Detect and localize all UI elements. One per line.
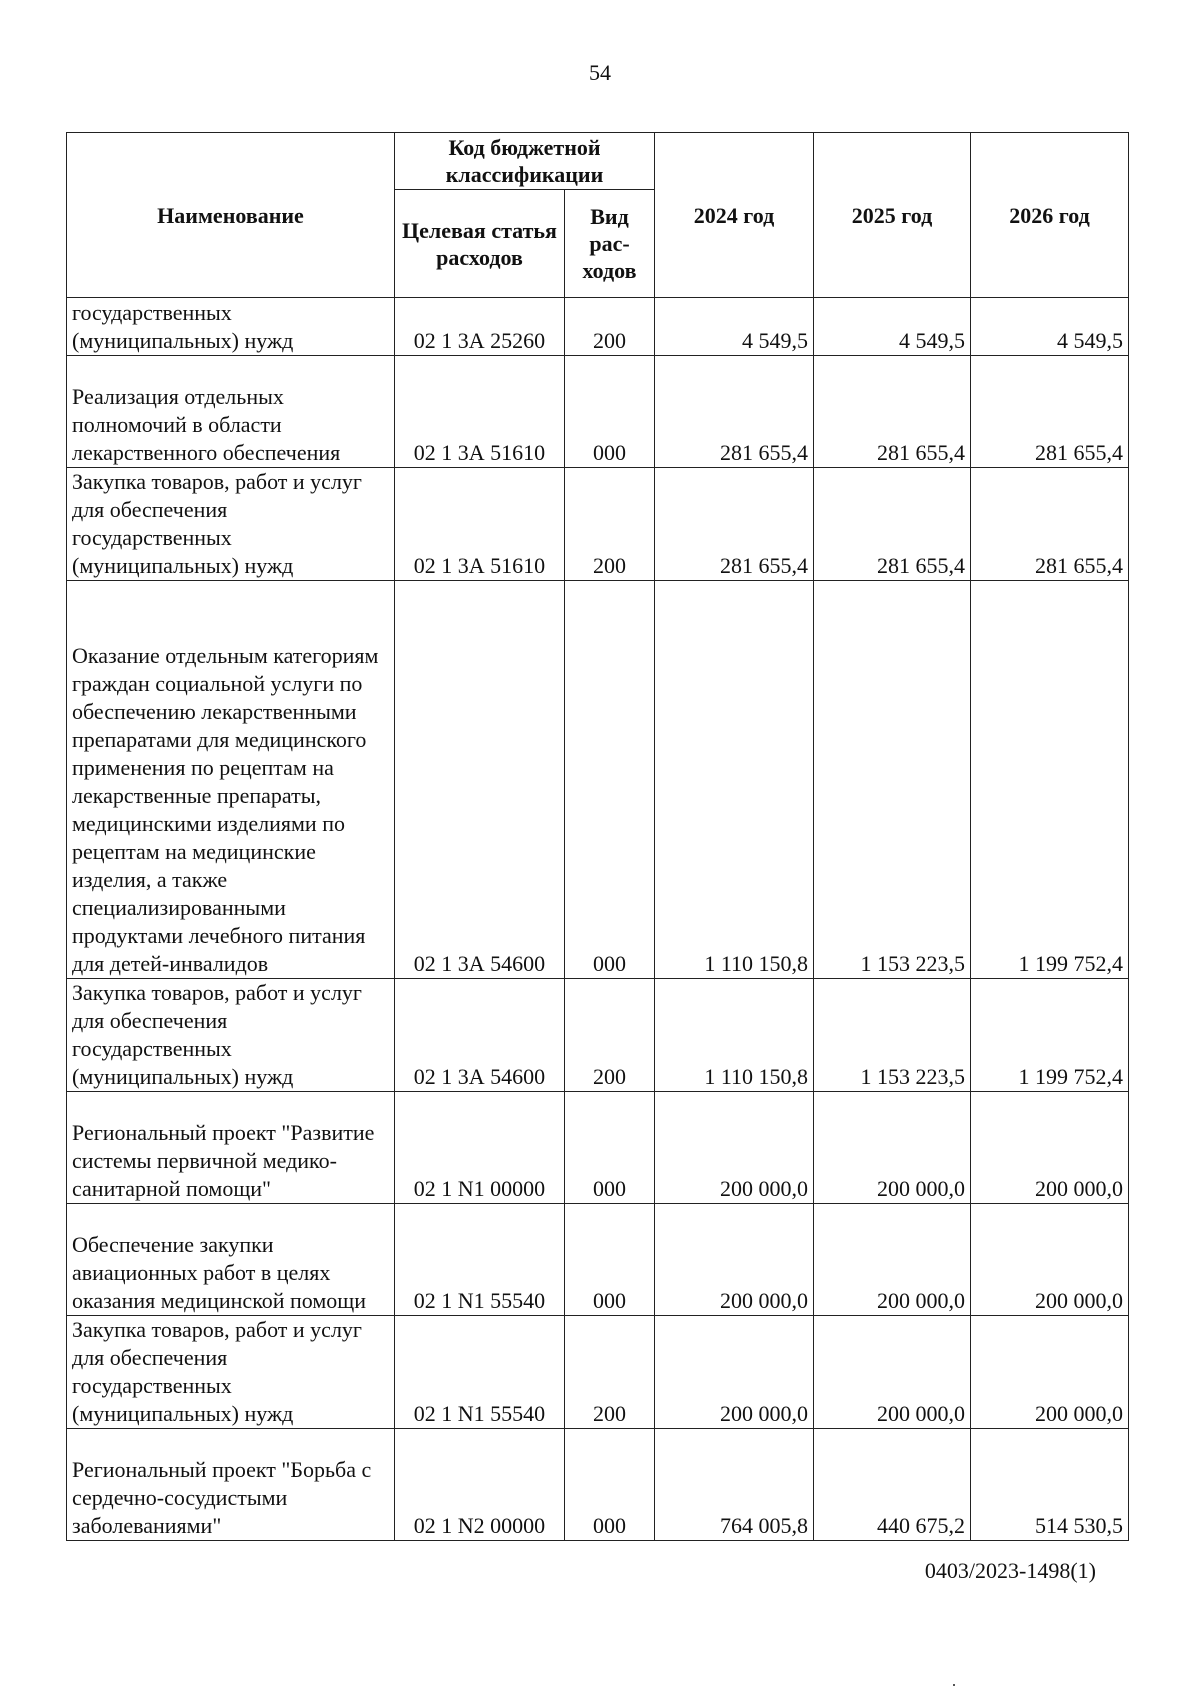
row-expense-type: 200 xyxy=(565,1316,655,1429)
table-row xyxy=(67,1092,1129,1204)
row-name: Закупка товаров, работ и услуг для обеспечения государственных (муниципальных) нужд xyxy=(67,1316,395,1429)
row-value-2026: 281 655,4 xyxy=(971,356,1129,468)
table-row xyxy=(67,298,1129,356)
budget-table xyxy=(66,132,1129,1541)
row-expense-type: 000 xyxy=(565,1429,655,1541)
row-value-2026: 514 530,5 xyxy=(971,1429,1129,1541)
row-target-article: 02 1 3А 51610 xyxy=(395,468,565,581)
row-target-article: 02 1 N2 00000 xyxy=(395,1429,565,1541)
row-name: государственных (муниципальных) нужд xyxy=(67,298,395,356)
row-value-2024: 200 000,0 xyxy=(655,1204,814,1316)
header-target-article: Целевая статья расходов xyxy=(395,190,565,298)
scan-dot xyxy=(953,1684,955,1686)
header-expense-type: Вид рас-ходов xyxy=(565,190,655,298)
row-expense-type: 000 xyxy=(565,1092,655,1204)
document-number: 0403/2023-1498(1) xyxy=(924,1558,1096,1583)
row-value-2025: 1 153 223,5 xyxy=(814,979,971,1092)
row-expense-type: 000 xyxy=(565,1204,655,1316)
row-value-2026: 281 655,4 xyxy=(971,468,1129,581)
row-target-article: 02 1 3А 25260 xyxy=(395,298,565,356)
row-value-2024: 281 655,4 xyxy=(655,356,814,468)
row-name: Обеспечение закупки авиационных работ в целях оказания медицинской помощи xyxy=(67,1204,395,1316)
row-expense-type: 000 xyxy=(565,356,655,468)
table-row xyxy=(67,468,1129,581)
row-expense-type: 000 xyxy=(565,581,655,979)
row-value-2024: 200 000,0 xyxy=(655,1316,814,1429)
table-row xyxy=(67,979,1129,1092)
row-value-2026: 200 000,0 xyxy=(971,1316,1129,1429)
row-name: Закупка товаров, работ и услуг для обеспечения государственных (муниципальных) нужд xyxy=(67,979,395,1092)
header-year-2026: 2026 год xyxy=(971,133,1129,298)
table-body xyxy=(67,298,1129,1541)
row-target-article: 02 1 3А 54600 xyxy=(395,581,565,979)
row-value-2024: 1 110 150,8 xyxy=(655,581,814,979)
row-target-article: 02 1 3А 54600 xyxy=(395,979,565,1092)
row-value-2026: 4 549,5 xyxy=(971,298,1129,356)
table-row xyxy=(67,1204,1129,1316)
row-value-2024: 1 110 150,8 xyxy=(655,979,814,1092)
row-expense-type: 200 xyxy=(565,298,655,356)
header-year-2025: 2025 год xyxy=(814,133,971,298)
row-value-2025: 281 655,4 xyxy=(814,356,971,468)
row-value-2024: 4 549,5 xyxy=(655,298,814,356)
row-value-2026: 200 000,0 xyxy=(971,1204,1129,1316)
row-target-article: 02 1 N1 55540 xyxy=(395,1204,565,1316)
row-value-2025: 440 675,2 xyxy=(814,1429,971,1541)
row-value-2026: 1 199 752,4 xyxy=(971,979,1129,1092)
row-value-2025: 1 153 223,5 xyxy=(814,581,971,979)
row-value-2024: 281 655,4 xyxy=(655,468,814,581)
row-expense-type: 200 xyxy=(565,979,655,1092)
header-year-2024: 2024 год xyxy=(655,133,814,298)
row-value-2026: 1 199 752,4 xyxy=(971,581,1129,979)
row-value-2024: 200 000,0 xyxy=(655,1092,814,1204)
row-value-2025: 4 549,5 xyxy=(814,298,971,356)
table-row xyxy=(67,581,1129,979)
row-target-article: 02 1 N1 00000 xyxy=(395,1092,565,1204)
header-name: Наименование xyxy=(67,133,395,298)
row-value-2024: 764 005,8 xyxy=(655,1429,814,1541)
page-number: 54 xyxy=(589,60,611,85)
row-target-article: 02 1 N1 55540 xyxy=(395,1316,565,1429)
row-name: Реализация отдельных полномочий в области лекарственного обеспечения xyxy=(67,356,395,468)
row-name: Региональный проект "Развитие системы первичной медико-санитарной помощи" xyxy=(67,1092,395,1204)
header-budget-code-group: Код бюджетной классификации xyxy=(395,133,655,190)
row-value-2025: 281 655,4 xyxy=(814,468,971,581)
row-target-article: 02 1 3А 51610 xyxy=(395,356,565,468)
row-name: Закупка товаров, работ и услуг для обеспечения государственных (муниципальных) нужд xyxy=(67,468,395,581)
row-name: Оказание отдельным категориям граждан социальной услуги по обеспечению лекарственными препаратами для медицинского применения по рецептам на лекарственные препараты, медицинскими изделиями по рецептам на медицинские изделия, а также специализированными продуктами лечебного питания для детей-инвалидов xyxy=(67,581,395,979)
row-name: Региональный проект "Борьба с сердечно-сосудистыми заболеваниями" xyxy=(67,1429,395,1541)
table-row xyxy=(67,356,1129,468)
table-row xyxy=(67,1429,1129,1541)
row-expense-type: 200 xyxy=(565,468,655,581)
row-value-2025: 200 000,0 xyxy=(814,1316,971,1429)
table-row xyxy=(67,1316,1129,1429)
row-value-2026: 200 000,0 xyxy=(971,1092,1129,1204)
row-value-2025: 200 000,0 xyxy=(814,1092,971,1204)
row-value-2025: 200 000,0 xyxy=(814,1204,971,1316)
